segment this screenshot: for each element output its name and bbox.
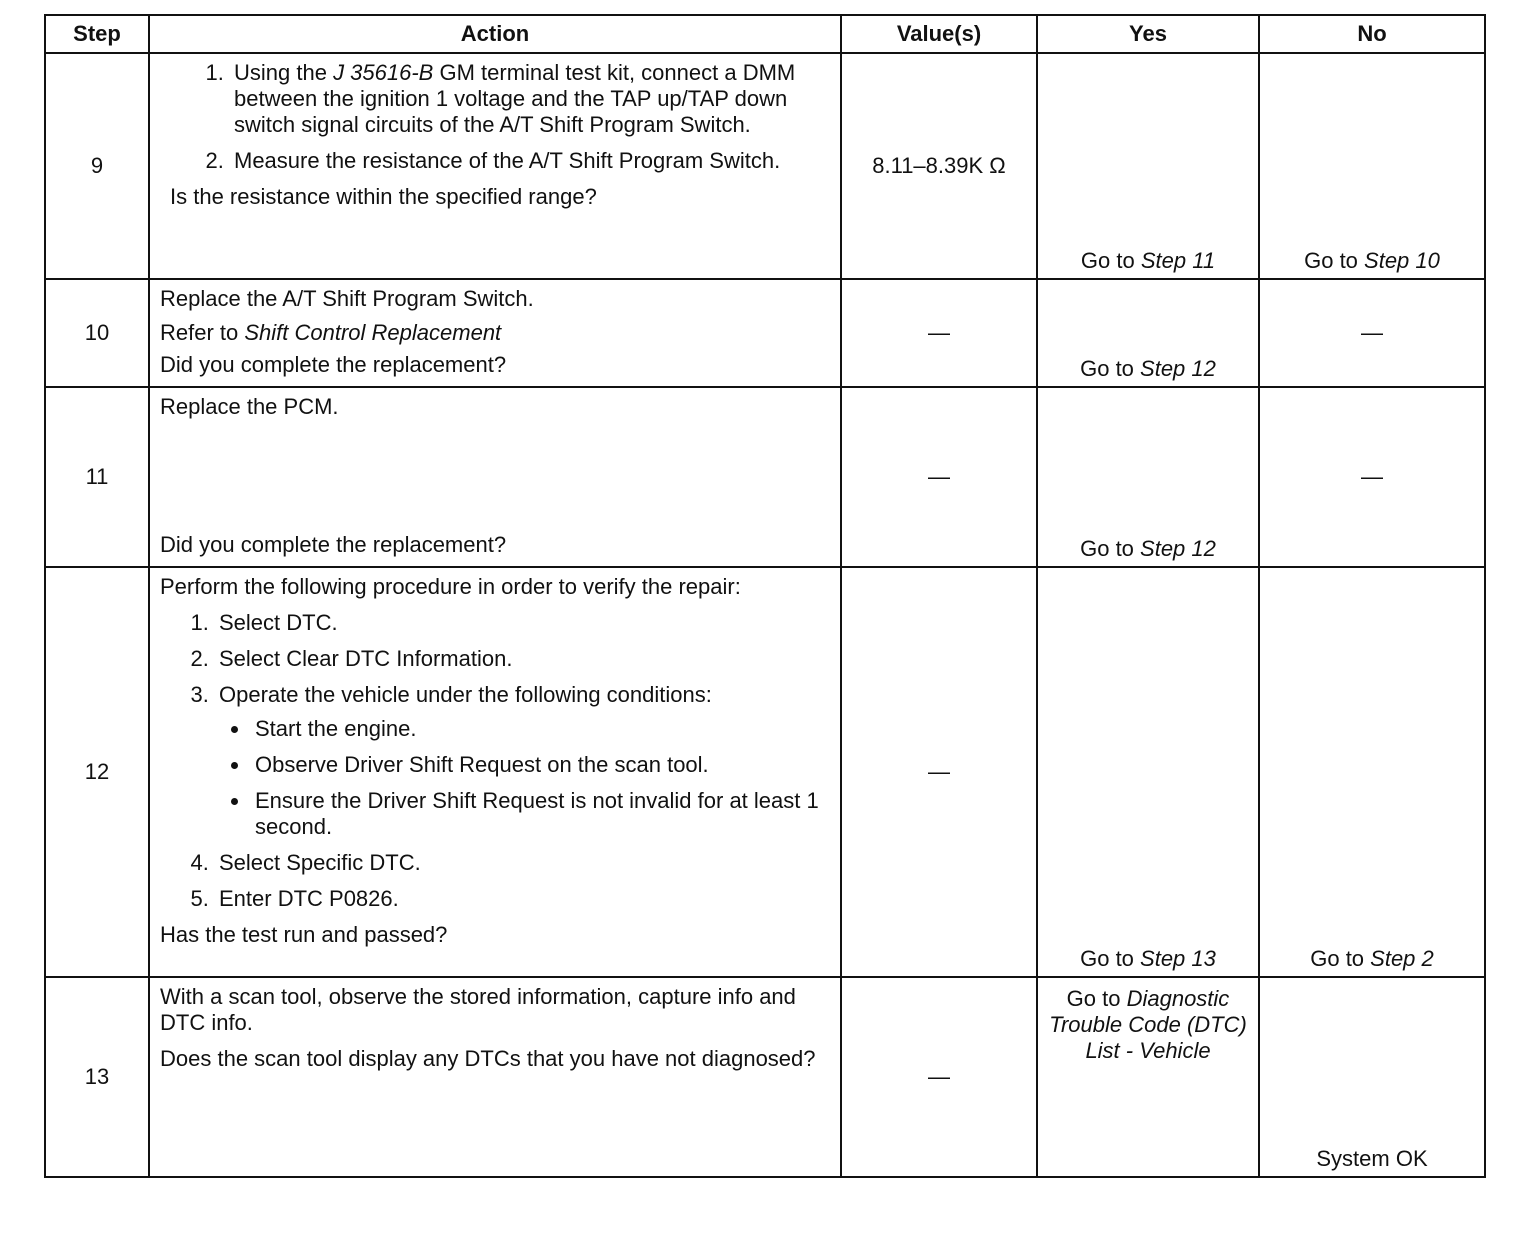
no-cell: — — [1259, 279, 1485, 387]
step-link[interactable]: Step 12 — [1140, 536, 1216, 561]
table-row-step-9 — [45, 53, 1485, 279]
no-cell: Go to Step 2 — [1259, 567, 1485, 977]
action-cell — [149, 387, 841, 567]
action-text: Replace the PCM. — [160, 394, 339, 419]
header-row — [45, 15, 1485, 53]
list-item: 3. Operate the vehicle under the following conditions: • Start the engine. • Observe Driver Shift Request on the scan tool. • Ensure the Driver Shift Request is not invalid for at least 1 second. — [215, 682, 830, 840]
value-cell: — — [841, 279, 1037, 387]
table-row-step-12 — [45, 567, 1485, 977]
step-link[interactable]: Step 12 — [1140, 356, 1216, 381]
list-item: 2. Measure the resistance of the A/T Shift Program Switch. — [230, 148, 830, 174]
header-no: No — [1259, 15, 1485, 53]
list-item: • Observe Driver Shift Request on the scan tool. — [251, 752, 830, 778]
table-row-step-13 — [45, 977, 1485, 1177]
yes-cell: Go to Step 13 — [1037, 567, 1259, 977]
no-cell: System OK — [1259, 977, 1485, 1177]
list-item: 1. Using the J 35616-B GM terminal test kit, connect a DMM between the ignition 1 voltage and the TAP up/TAP down switch signal circuits of the A/T Shift Program Switch. — [230, 60, 830, 138]
list-item: 1. Select DTC. — [215, 610, 830, 636]
dtc-list-link[interactable]: Diagnostic Trouble Code (DTC) List - Vehicle — [1049, 986, 1247, 1063]
question-text: Does the scan tool display any DTCs that you have not diagnosed? — [160, 1046, 816, 1071]
step-link[interactable]: Step 13 — [1140, 946, 1216, 971]
yes-cell: Go to Step 11 — [1037, 53, 1259, 279]
yes-cell: Go to Step 12 — [1037, 387, 1259, 567]
step-number: 11 — [45, 387, 149, 567]
header-action: Action — [149, 15, 841, 53]
yes-cell: Go to Diagnostic Trouble Code (DTC) List - Vehicle — [1037, 977, 1259, 1177]
list-item: 5. Enter DTC P0826. — [215, 886, 830, 912]
step-link[interactable]: Step 2 — [1370, 946, 1434, 971]
question-text: Did you complete the replacement? — [160, 532, 507, 557]
action-text: Replace the A/T Shift Program Switch. — [160, 286, 534, 311]
header-yes: Yes — [1037, 15, 1259, 53]
reference-text: Refer to Shift Control Replacement — [160, 320, 502, 345]
value-cell: — — [841, 387, 1037, 567]
step-number: 12 — [45, 567, 149, 977]
list-item: 2. Select Clear DTC Information. — [215, 646, 830, 672]
list-item: 4. Select Specific DTC. — [215, 850, 830, 876]
question-text: Is the resistance within the specified range? — [170, 184, 597, 209]
header-values: Value(s) — [841, 15, 1037, 53]
step-number: 10 — [45, 279, 149, 387]
action-cell — [149, 977, 841, 1177]
yes-cell: Go to Step 12 — [1037, 279, 1259, 387]
question-text: Has the test run and passed? — [160, 922, 448, 947]
step-number: 9 — [45, 53, 149, 279]
step-link[interactable]: Step 11 — [1140, 248, 1216, 273]
action-cell — [149, 53, 841, 279]
tool-reference: J 35616-B — [333, 60, 434, 85]
no-cell: — — [1259, 387, 1485, 567]
procedure-list — [170, 60, 830, 174]
procedure-list — [160, 610, 830, 912]
table-row-step-10 — [45, 279, 1485, 387]
table-row-step-11 — [45, 387, 1485, 567]
intro-text: Perform the following procedure in order to verify the repair: — [160, 574, 741, 599]
condition-list — [219, 716, 830, 840]
action-text: With a scan tool, observe the stored information, capture info and DTC info. — [160, 984, 796, 1035]
step-link[interactable]: Step 10 — [1364, 248, 1440, 273]
value-cell: 8.11–8.39K Ω — [841, 53, 1037, 279]
value-cell: — — [841, 567, 1037, 977]
list-item: • Start the engine. — [251, 716, 830, 742]
header-step: Step — [45, 15, 149, 53]
no-cell: Go to Step 10 — [1259, 53, 1485, 279]
procedure-link[interactable]: Shift Control Replacement — [244, 320, 502, 345]
action-cell — [149, 567, 841, 977]
diagnostic-table — [44, 14, 1486, 1178]
value-cell: — — [841, 977, 1037, 1177]
action-cell — [149, 279, 841, 387]
step-number: 13 — [45, 977, 149, 1177]
list-item: • Ensure the Driver Shift Request is not invalid for at least 1 second. — [251, 788, 830, 840]
question-text: Did you complete the replacement? — [160, 352, 507, 377]
